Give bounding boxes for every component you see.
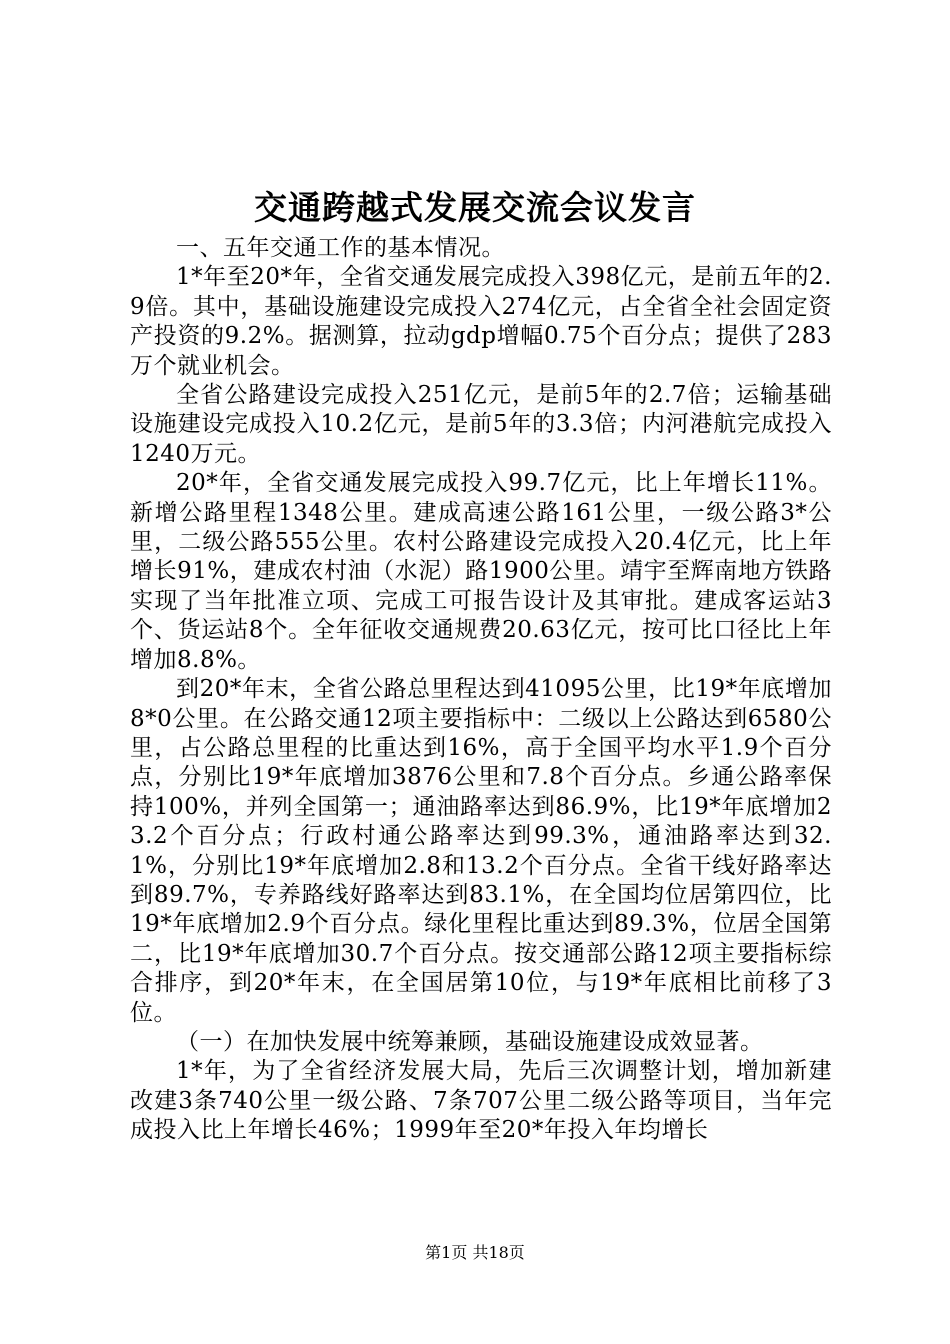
paragraph: 1*年至20*年，全省交通发展完成投入398亿元，是前五年的2.9倍。其中，基础设施建设完成投入274亿元，占全省全社会固定资产投资的9.2%。据测算，拉动gdp增幅0.75个百分点；提供了283万个就业机会。 [130,264,832,379]
paragraph: 全省公路建设完成投入251亿元，是前5年的2.7倍；运输基础设施建设完成投入10.2亿元，是前5年的3.3倍；内河港航完成投入1240万元。 [130,382,832,467]
document-title: 交通跨越式发展交流会议发言 [254,188,696,227]
page-footer: 第1页 共18页 [425,1243,525,1262]
subsection-heading: （一）在加快发展中统筹兼顾，基础设施建设成效显著。 [176,1028,764,1055]
document-body [130,234,832,1146]
paragraph: 到20*年末，全省公路总里程达到41095公里，比19*年底增加8*0公里。在公路交通12项主要指标中：二级以上公路达到6580公里，占公路总里程的比重达到16%，高于全国平均水平1.9个百分点，分别比19*年底增加3876公里和7.8个百分点。乡通公路率保持100%，并列全国第一；通油路率达到86.9%，比19*年底增加23.2个百分点；行政村通公路率达到99.3%，通油路率达到32.1%，分别比19*年底增加2.8和13.2个百分点。全省干线好路率达到89.7%，专养路线好路率达到83.1%，在全国均位居第四位，比19*年底增加2.9个百分点。绿化里程比重达到89.3%，位居全国第二，比19*年底增加30.7个百分点。按交通部公路12项主要指标综合排序，到20*年末，在全国居第10位，与19*年底相比前移了3位。 [130,676,832,1026]
paragraph: 1*年，为了全省经济发展大局，先后三次调整计划，增加新建改建3条740公里一级公路、7条707公里二级公路等项目，当年完成投入比上年增长46%；1999年至20*年投入年均增长 [130,1058,832,1144]
section-heading: 一、五年交通工作的基本情况。 [176,235,505,261]
paragraph: 20*年，全省交通发展完成投入99.7亿元，比上年增长11%。新增公路里程1348公里。建成高速公路161公里，一级公路3*公里，二级公路555公里。农村公路建设完成投入20.4亿元，比上年增长91%，建成农村油（水泥）路1900公里。靖宇至辉南地方铁路实现了当年批准立项、完成工可报告设计及其审批。建成客运站3个、货运站8个。全年征收交通规费20.63亿元，按可比口径比上年增加8.8%。 [130,470,832,673]
